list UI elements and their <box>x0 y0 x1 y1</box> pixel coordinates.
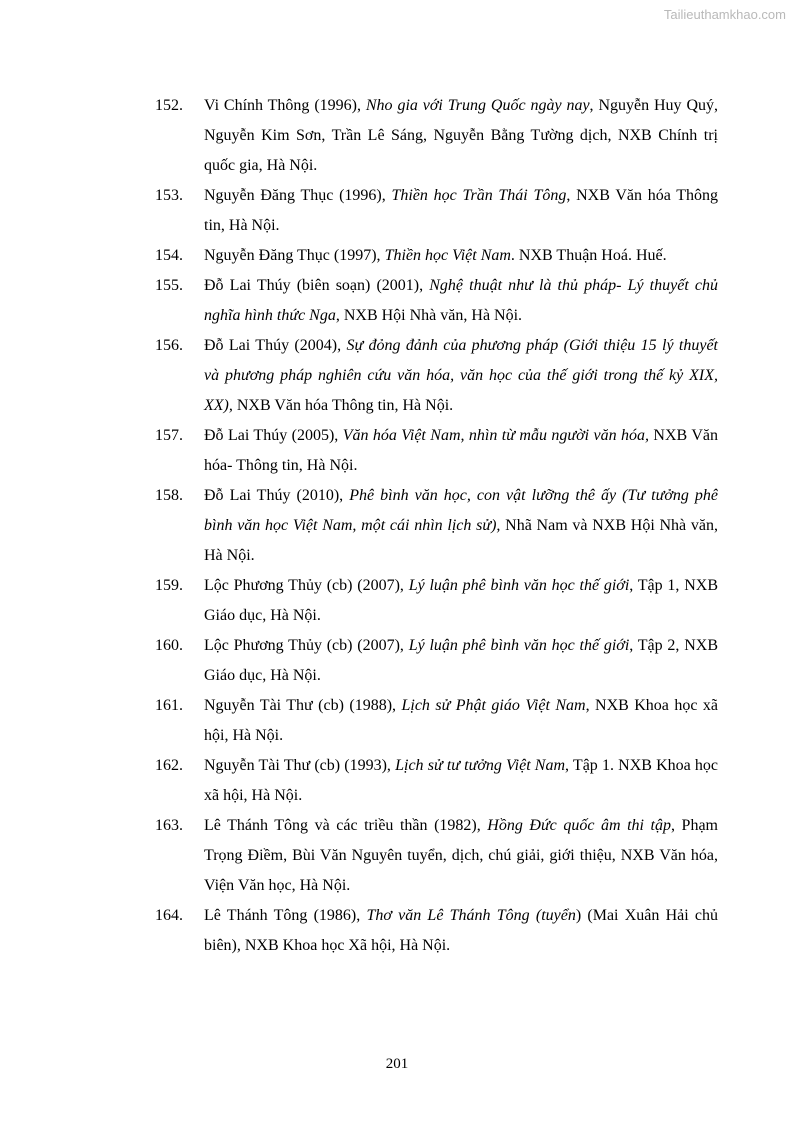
reference-text <box>204 91 718 181</box>
reference-entry <box>0 271 794 331</box>
reference-list <box>0 91 794 961</box>
reference-segment: Đỗ Lai Thúy (2010), <box>204 487 350 504</box>
reference-text <box>204 421 718 481</box>
reference-number: 160. <box>155 637 183 654</box>
reference-entry <box>0 421 794 481</box>
reference-entry <box>0 91 794 181</box>
reference-number: 161. <box>155 697 183 714</box>
reference-title: Nho gia với Trung Quốc ngày nay <box>365 97 590 114</box>
reference-entry <box>0 481 794 571</box>
reference-number: 152. <box>155 97 183 114</box>
reference-title: Phê bình văn học, con vật lưỡng thê ấy (Tư tưởng phê bình văn học Việt Nam, một cái nhìn lịch sử), <box>204 487 719 534</box>
reference-segment: Đỗ Lai Thúy (2005), <box>204 427 343 444</box>
reference-text <box>204 181 718 241</box>
reference-number: 154. <box>155 247 183 264</box>
reference-segment: , NXB Hội Nhà văn, Hà Nội. <box>335 307 523 324</box>
reference-number: 153. <box>155 187 183 204</box>
reference-segment: Nguyễn Đăng Thục (1997), <box>204 247 385 264</box>
reference-number: 163. <box>155 817 183 834</box>
reference-number: 157. <box>155 427 183 444</box>
reference-segment: Lê Thánh Tông (1986), <box>204 907 367 924</box>
reference-title: Văn hóa Việt Nam, nhìn từ mẫu người văn hóa, <box>342 427 650 444</box>
reference-segment: Đỗ Lai Thúy (2004), <box>204 337 347 354</box>
reference-title: Lý luận phê bình văn học thế giới <box>408 637 630 654</box>
reference-segment: , NXB Văn hóa Thông tin, Hà Nội. <box>204 187 718 234</box>
reference-entry <box>0 241 794 271</box>
reference-segment: Nguyễn Tài Thư (cb) (1988), <box>204 697 402 714</box>
reference-segment: , Tập 1, NXB Giáo dục, Hà Nội. <box>204 577 718 624</box>
reference-segment: Vi Chính Thông (1996), <box>204 97 366 114</box>
reference-entry <box>0 631 794 691</box>
reference-entry <box>0 181 794 241</box>
reference-text <box>204 901 718 961</box>
reference-segment: NXB Văn hóa Thông tin, Hà Nội. <box>232 397 454 414</box>
reference-number: 155. <box>155 277 183 294</box>
reference-entry <box>0 691 794 751</box>
reference-number: 164. <box>155 907 183 924</box>
reference-segment: Nhã Nam và NXB Hội Nhà văn, Hà Nội. <box>204 517 718 564</box>
reference-title: Lịch sử tư tưởng Việt Nam <box>395 757 566 774</box>
reference-text <box>204 691 718 751</box>
reference-entry <box>0 901 794 961</box>
reference-segment: Lộc Phương Thủy (cb) (2007), <box>204 577 409 594</box>
reference-segment: Nguyễn Đăng Thục (1996), <box>204 187 392 204</box>
reference-title: Thiền học Trần Thái Tông <box>391 187 567 204</box>
reference-segment: Lộc Phương Thủy (cb) (2007), <box>204 637 409 654</box>
reference-text <box>204 271 718 331</box>
reference-segment: , NXB Khoa học xã hội, Hà Nội. <box>204 697 718 744</box>
reference-number: 158. <box>155 487 183 504</box>
reference-text <box>204 811 718 901</box>
reference-segment: ) (Mai Xuân Hải chủ biên), NXB Khoa học Xã hội, Hà Nội. <box>204 907 719 954</box>
reference-segment: Nguyễn Tài Thư (cb) (1993), <box>204 757 396 774</box>
reference-segment: , Tập 2, NXB Giáo dục, Hà Nội. <box>204 637 718 684</box>
page-number: 201 <box>385 1056 409 1072</box>
reference-entry <box>0 571 794 631</box>
reference-text <box>204 241 718 271</box>
reference-segment: , Phạm Trọng Điềm, Bùi Văn Nguyên tuyển, dịch, chú giải, giới thiệu, NXB Văn hóa, Viện Văn học, Hà Nội. <box>204 817 718 894</box>
reference-number: 159. <box>155 577 183 594</box>
reference-title: Nghệ thuật như là thủ pháp- Lý thuyết chủ nghĩa hình thức Nga <box>204 277 718 324</box>
reference-title: Hồng Đức quốc âm thi tập <box>487 817 671 834</box>
reference-title: Lịch sử Phật giáo Việt Nam <box>401 697 586 714</box>
reference-segment: Đỗ Lai Thúy (biên soạn) (2001), <box>204 277 430 294</box>
reference-title: Thiền học Việt Nam <box>384 247 511 264</box>
reference-title: Thơ văn Lê Thánh Tông (tuyển <box>366 907 576 924</box>
reference-segment: NXB Văn hóa- Thông tin, Hà Nội. <box>204 427 718 474</box>
reference-entry <box>0 751 794 811</box>
reference-title: Lý luận phê bình văn học thế giới <box>408 577 630 594</box>
reference-segment: . NXB Thuận Hoá. Huế. <box>510 247 667 264</box>
reference-text <box>204 331 718 421</box>
watermark-text: Tailieuthamkhao.com <box>663 7 786 22</box>
reference-segment: , Tập 1. NXB Khoa học xã hội, Hà Nội. <box>204 757 719 804</box>
reference-number: 156. <box>155 337 183 354</box>
reference-text <box>204 481 718 571</box>
reference-entry <box>0 811 794 901</box>
reference-title: Sự đỏng đảnh của phương pháp (Giới thiệu 15 lý thuyết và phương pháp nghiên cứu văn hóa, văn học của thế giới trong thế kỷ XIX, XX), <box>204 337 719 414</box>
reference-segment: Lê Thánh Tông và các triều thần (1982), <box>204 817 488 834</box>
reference-text <box>204 571 718 631</box>
reference-entry <box>0 331 794 421</box>
reference-number: 162. <box>155 757 183 774</box>
reference-text <box>204 751 718 811</box>
reference-text <box>204 631 718 691</box>
reference-segment: , Nguyễn Huy Quý, Nguyễn Kim Sơn, Trần Lê Sáng, Nguyễn Bằng Tường dịch, NXB Chính trị quốc gia, Hà Nội. <box>204 97 718 174</box>
